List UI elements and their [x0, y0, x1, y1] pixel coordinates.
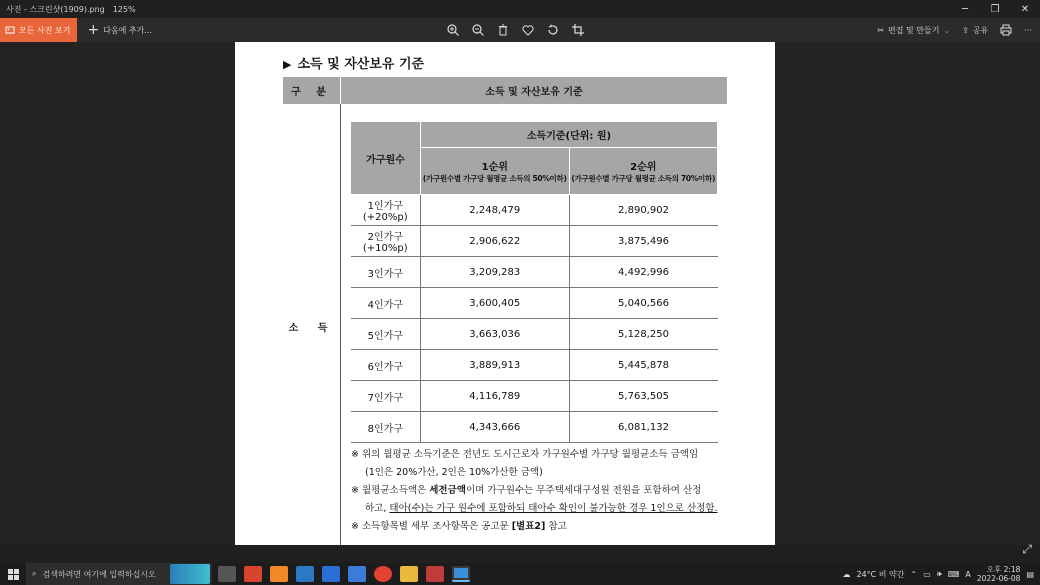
- app-icon-3[interactable]: [426, 566, 444, 582]
- note-1-cont: (1인은 20%가산, 2인은 10%가산한 금액): [365, 467, 543, 478]
- keyboard-icon[interactable]: ⌨: [947, 569, 960, 579]
- table-row: [351, 226, 718, 257]
- search-placeholder: 검색하려면 여기에 입력하십시오: [42, 569, 156, 579]
- toolbar: [0, 18, 1040, 42]
- note-3-bold: [별표2]: [511, 521, 546, 532]
- restore-button[interactable]: ❐: [990, 3, 1000, 15]
- app-icon-1[interactable]: [244, 566, 262, 582]
- note-2-cont-pre: 하고,: [365, 503, 390, 514]
- rank1-cell: 3,209,283: [421, 257, 570, 288]
- table-row: [351, 412, 718, 443]
- minimize-button[interactable]: ─: [961, 3, 969, 15]
- notification-icon[interactable]: ▤: [1026, 569, 1034, 579]
- favorite-icon[interactable]: [521, 23, 535, 37]
- rank1-header: [421, 147, 570, 194]
- all-photos-button[interactable]: [0, 18, 77, 42]
- mail-icon[interactable]: [296, 566, 314, 582]
- rank2-subtitle: (가구원수별 가구당 월평균 소득의 70%이하): [571, 173, 716, 183]
- household-cell: 3인가구: [351, 257, 421, 288]
- photos-app-icon[interactable]: [452, 566, 470, 582]
- document-image: [235, 42, 775, 545]
- rank2-cell: 3,875,496: [569, 226, 718, 257]
- chrome-icon[interactable]: [374, 566, 392, 582]
- table-row: [351, 195, 718, 226]
- add-to-button[interactable]: [87, 22, 153, 38]
- criteria-header-row: [283, 77, 727, 104]
- chevron-down-icon: ⌄: [943, 25, 951, 35]
- rank2-cell: 5,763,505: [569, 381, 718, 412]
- rotate-icon[interactable]: [546, 23, 560, 37]
- edit-create-button[interactable]: [877, 25, 950, 36]
- close-button[interactable]: ✕: [1020, 3, 1030, 15]
- note-2-post: 이며 가구원수는 무주택세대구성원 전원을 포함하여 산정: [465, 485, 702, 496]
- household-cell: 1인가구(+20%p): [351, 195, 421, 226]
- note-2-underlined: 태아(수)는 가구 원수에 포함하되 태아수 확인이 불가능한 경우 1인으로 산정함.: [389, 503, 718, 514]
- calculator-icon[interactable]: [348, 566, 366, 582]
- income-row-label: 소 득: [288, 323, 336, 334]
- network-icon[interactable]: ▭: [923, 569, 931, 579]
- rank2-cell: 5,128,250: [569, 319, 718, 350]
- file-explorer-icon[interactable]: [400, 566, 418, 582]
- edit-icon: ✂: [877, 25, 885, 35]
- zoom-level: 125%: [112, 4, 136, 14]
- household-cell: 7인가구: [351, 381, 421, 412]
- chevron-up-icon[interactable]: ⌃: [910, 569, 918, 579]
- weather-icon: ☁: [842, 569, 851, 579]
- notes: [351, 446, 723, 536]
- table-row: [351, 381, 718, 412]
- edit-create-label: 편집 및 만들기: [888, 25, 940, 35]
- plus-icon: +: [87, 22, 100, 38]
- rank2-cell: 6,081,132: [569, 412, 718, 443]
- table-row: [351, 319, 718, 350]
- note-3-post: 참고: [545, 521, 567, 532]
- print-button[interactable]: [1000, 24, 1012, 36]
- note-3: [351, 518, 723, 536]
- delete-icon[interactable]: [496, 23, 510, 37]
- triangle-bullet-icon: ▶: [283, 58, 292, 71]
- household-header: 가구원수: [351, 122, 421, 195]
- rank2-cell: 5,040,566: [569, 288, 718, 319]
- more-button[interactable]: ···: [1024, 25, 1032, 35]
- window-title: [0, 4, 136, 15]
- system-tray: [842, 563, 1034, 585]
- rank1-subtitle: (가구원수별 가구당 월평균 소득의 50%이하): [422, 173, 567, 183]
- fullscreen-icon[interactable]: ⤢: [1022, 542, 1032, 556]
- note-2-pre: ※ 월평균소득액은: [351, 485, 430, 496]
- ime-indicator[interactable]: A: [965, 569, 971, 579]
- task-view-icon[interactable]: [218, 566, 236, 582]
- search-icon: ⌕: [32, 569, 37, 578]
- category-column: [283, 104, 341, 545]
- app-icon-2[interactable]: [270, 566, 288, 582]
- image-viewer: [0, 42, 1040, 556]
- note-1: ※ 위의 월평균 소득기준은 전년도 도시근로자 가구원수별 가구당 월평균소득 금액임: [351, 449, 699, 460]
- household-cell: 2인가구(+10%p): [351, 226, 421, 257]
- income-header: 소득기준(단위: 원): [421, 122, 718, 148]
- share-button[interactable]: [962, 25, 988, 36]
- household-cell: 5인가구: [351, 319, 421, 350]
- rank1-cell: 4,116,789: [421, 381, 570, 412]
- household-cell: 8인가구: [351, 412, 421, 443]
- rank2-cell: 4,492,996: [569, 257, 718, 288]
- print-icon: [1000, 24, 1012, 36]
- search-highlight-image: [170, 564, 210, 584]
- table-row: [351, 288, 718, 319]
- rank1-cell: 3,600,405: [421, 288, 570, 319]
- weather-text[interactable]: 24°C 비 약간: [856, 569, 905, 579]
- crop-icon[interactable]: [571, 23, 585, 37]
- household-cell: 4인가구: [351, 288, 421, 319]
- household-cell: 6인가구: [351, 350, 421, 381]
- clock[interactable]: [977, 565, 1021, 583]
- zoom-out-icon[interactable]: [471, 23, 485, 37]
- section-heading: [283, 53, 424, 72]
- taskbar-search[interactable]: [26, 563, 212, 585]
- rank1-cell: 3,889,913: [421, 350, 570, 381]
- rank1-cell: 2,248,479: [421, 195, 570, 226]
- store-icon[interactable]: [322, 566, 340, 582]
- income-table: [350, 121, 718, 443]
- rank2-cell: 2,890,902: [569, 195, 718, 226]
- taskbar: [0, 563, 1040, 585]
- window-title-text: 사진 - 스크린샷(1909).png: [6, 4, 105, 14]
- category-header: 구 분: [283, 77, 341, 104]
- start-button[interactable]: [0, 569, 26, 580]
- rank1-cell: 3,663,036: [421, 319, 570, 350]
- share-label: 공유: [972, 25, 989, 35]
- windows-icon: [8, 569, 19, 580]
- title-bar: [0, 0, 1040, 18]
- clock-time: 오후 2:18: [986, 565, 1021, 574]
- all-photos-label: 모든 사진 보기: [19, 25, 71, 35]
- rank2-cell: 5,445,878: [569, 350, 718, 381]
- add-to-label: 다음에 추가...: [103, 25, 153, 35]
- rank2-title: 2순위: [630, 161, 657, 173]
- section-heading-text: 소득 및 자산보유 기준: [297, 57, 425, 72]
- note-3-pre: ※ 소득항목별 세부 조사항목은 공고문: [351, 521, 512, 532]
- table-row: [351, 257, 718, 288]
- rank2-header: [569, 147, 718, 194]
- table-row: [351, 350, 718, 381]
- rank1-title: 1순위: [481, 161, 508, 173]
- rank1-cell: 4,343,666: [421, 412, 570, 443]
- note-2-bold: 세전금액: [429, 485, 466, 496]
- note-2-cont: [351, 500, 723, 518]
- photos-icon: [5, 25, 15, 35]
- share-icon: ⇪: [962, 25, 969, 35]
- note-2: [351, 482, 723, 500]
- volume-icon[interactable]: 🕪: [936, 569, 942, 578]
- clock-date: 2022-06-08: [976, 574, 1021, 583]
- criteria-header: 소득 및 자산보유 기준: [485, 87, 583, 98]
- rank1-cell: 2,906,622: [421, 226, 570, 257]
- zoom-in-icon[interactable]: [446, 23, 460, 37]
